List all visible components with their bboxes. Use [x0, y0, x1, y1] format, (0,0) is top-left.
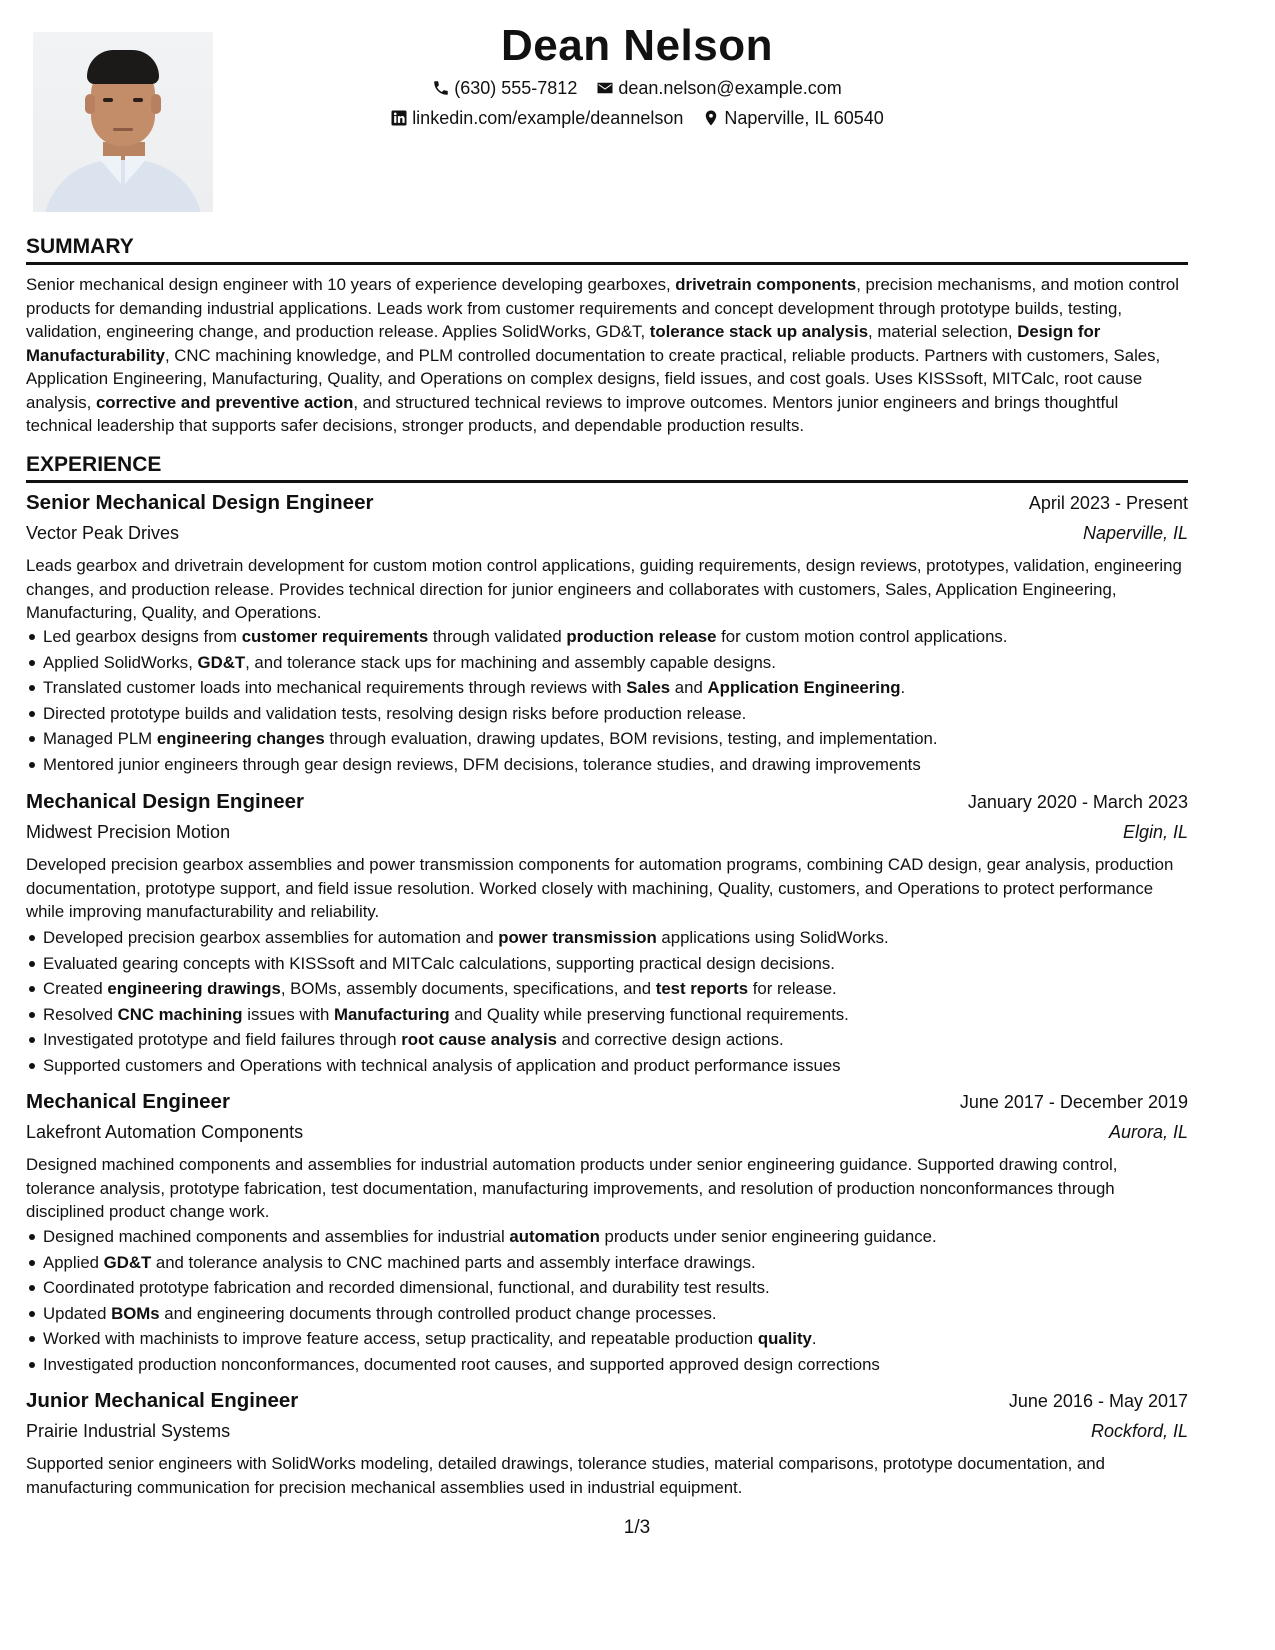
bold-keyword: Sales — [626, 678, 671, 698]
text-run: Evaluated gearing concepts with KISSsoft and MITCalc calculations, supporting practical design decisions. — [43, 953, 835, 973]
job-description: Developed precision gearbox assemblies and power transmission components for automation programs, combining CAD design, gear analysis, production documentation, prototype support, and field issue resolution. Worked closely with machining, Quality, customers, and Operations to protect performance while improving manufacturability and reliability. — [26, 855, 1174, 921]
text-run: applications using SolidWorks. — [656, 928, 889, 947]
text-run: Translated customer loads into mechanical requirements through reviews with — [43, 678, 627, 698]
linkedin-text: linkedin.com/example/deannelson — [412, 108, 684, 128]
resume-header — [26, 0, 1248, 240]
bold-keyword: test reports — [655, 979, 749, 999]
job-description: Designed machined components and assemblies for industrial automation products under senior engineering guidance. Supported drawing control, tolerance analysis, prototype fabrication, test documentation, manufacturing improvements, and resolution of production nonconformances through disciplined product change work. — [26, 1155, 1118, 1221]
summary-heading: SUMMARY — [26, 234, 1188, 265]
job-dates: June 2017 - December 2019 — [959, 1092, 1188, 1112]
map-pin-icon — [702, 109, 720, 127]
text-run: Directed prototype builds and validation tests, resolving design risks before production release. — [43, 703, 747, 723]
job-title: Mechanical Engineer — [26, 1090, 230, 1113]
job-dates: January 2020 - March 2023 — [967, 792, 1188, 812]
bullet-item — [43, 1326, 1205, 1352]
job-location: Elgin, IL — [1122, 822, 1188, 842]
bold-keyword: corrective and preventive action — [95, 392, 354, 412]
text-run: issues with — [242, 1004, 334, 1024]
text-run: and — [670, 678, 708, 698]
text-run: Coordinated prototype fabrication and recorded dimensional, functional, and durability test results. — [43, 1278, 770, 1298]
phone-icon — [432, 79, 450, 97]
bullet-item — [43, 650, 1205, 676]
job-title: Mechanical Design Engineer — [26, 790, 304, 813]
contact-phone[interactable] — [432, 76, 577, 100]
contact-row-1 — [26, 76, 1248, 103]
bullet-item — [43, 1275, 1205, 1301]
text-run: . — [811, 1329, 817, 1349]
text-run: and engineering documents through controlled product change processes. — [159, 1303, 717, 1323]
bold-keyword: tolerance stack up analysis — [649, 322, 869, 341]
bullet-item — [43, 701, 1205, 727]
job-description: Supported senior engineers with SolidWorks modeling, detailed drawings, tolerance studies, material comparisons, prototype documentation, and manufacturing communication for precision mechanical assemblies used in industrial equipment. — [26, 1454, 1105, 1497]
text-run: through validated — [428, 627, 567, 646]
text-run: and Quality while preserving functional requirements. — [449, 1004, 849, 1024]
job-company: Lakefront Automation Components — [26, 1122, 304, 1142]
page-number: 1/3 — [623, 1517, 651, 1538]
text-run: Applied SolidWorks, — [43, 652, 198, 672]
bold-keyword: production release — [566, 627, 717, 646]
bullet-item — [43, 1224, 1205, 1250]
job-company: Midwest Precision Motion — [26, 822, 231, 842]
job-location: Rockford, IL — [1090, 1421, 1188, 1441]
bullet-item — [43, 1352, 1205, 1378]
text-run: , material selection, — [868, 322, 1018, 341]
job-dates: June 2016 - May 2017 — [1008, 1391, 1188, 1411]
bullet-item — [43, 925, 1205, 951]
bullet-item — [43, 1053, 1205, 1079]
job-company: Prairie Industrial Systems — [26, 1421, 231, 1441]
contact-email[interactable] — [596, 76, 841, 100]
bold-keyword: drivetrain components — [675, 275, 857, 294]
resume-page — [26, 0, 1248, 1650]
bullet-item — [43, 976, 1205, 1002]
contact-row-2 — [26, 106, 1248, 133]
job-bullets — [26, 925, 1205, 1079]
text-run: , and tolerance stack ups for machining and assembly capable designs. — [245, 652, 776, 672]
candidate-name: Dean Nelson — [500, 21, 773, 70]
bullet-item — [43, 1301, 1205, 1327]
bullet-item — [43, 1250, 1205, 1276]
bold-keyword: GD&T — [197, 652, 246, 672]
text-run: Investigated prototype and field failures through — [43, 1030, 402, 1050]
bold-keyword: Application Engineering — [707, 678, 901, 698]
bold-keyword: BOMs — [111, 1303, 160, 1323]
phone-text: (630) 555-7812 — [454, 78, 578, 98]
text-run: Developed precision gearbox assemblies for automation and — [43, 928, 499, 947]
text-run: , CNC machining knowledge, and PLM controlled documentation to create practical, reliable products. Partners with customers, Sales, Application Engineering, Manufacturing, Quality, and Operations on complex designs, field issues, and cost goals. Uses KISSsoft, MITCalc, root cause analysis, — [26, 345, 1161, 412]
job-company: Vector Peak Drives — [26, 523, 180, 543]
bullet-item — [43, 624, 1205, 650]
bullet-item — [43, 726, 1205, 752]
bold-keyword: Design for Manufacturability — [26, 322, 1101, 365]
job-bullets — [26, 624, 1205, 778]
contact-location — [702, 106, 883, 130]
text-run: Mentored junior engineers through gear design reviews, DFM decisions, tolerance studies, and drawing improvements — [43, 754, 921, 774]
job-location: Naperville, IL — [1082, 523, 1188, 543]
job-title: Senior Mechanical Design Engineer — [26, 491, 374, 514]
bullet-item — [43, 752, 1205, 778]
text-run: Senior mechanical design engineer with 10 years of experience developing gearboxes, — [26, 275, 676, 294]
text-run: through evaluation, drawing updates, BOM revisions, testing, and implementation. — [324, 729, 938, 749]
job-title: Junior Mechanical Engineer — [26, 1389, 299, 1412]
text-run: Applied — [43, 1252, 104, 1272]
text-run: Created — [43, 979, 108, 999]
text-run: . — [900, 678, 906, 698]
bold-keyword: root cause analysis — [401, 1030, 558, 1050]
bold-keyword: customer requirements — [241, 627, 429, 646]
bold-keyword: GD&T — [103, 1252, 152, 1272]
bullet-item — [43, 1002, 1205, 1028]
text-run: , BOMs, assembly documents, specifications, and — [280, 979, 656, 999]
job-bullets — [26, 1224, 1205, 1378]
text-run: and corrective design actions. — [557, 1030, 784, 1050]
text-run: Managed PLM — [43, 729, 157, 749]
summary-text — [26, 273, 1188, 438]
job-dates: April 2023 - Present — [1028, 493, 1188, 513]
text-run: products under senior engineering guidance. — [599, 1227, 937, 1246]
text-run: Investigated production nonconformances, documented root causes, and supported approved design corrections — [43, 1354, 880, 1374]
bullet-item — [43, 675, 1205, 701]
text-run: , precision mechanisms, and motion control products for demanding industrial applications. Leads work from customer requirements and concept development through prototype builds, testing, validation, engineering change, and production release. Applies SolidWorks, GD&T, — [26, 275, 1179, 341]
text-run: for release. — [748, 979, 837, 999]
bold-keyword: Manufacturing — [333, 1004, 450, 1024]
linkedin-icon — [390, 109, 408, 127]
location-text: Naperville, IL 60540 — [724, 108, 884, 128]
contact-linkedin[interactable] — [390, 106, 683, 130]
text-run: Resolved — [43, 1004, 118, 1024]
bullet-item — [43, 1027, 1205, 1053]
bold-keyword: engineering changes — [156, 729, 325, 749]
text-run: and tolerance analysis to CNC machined parts and assembly interface drawings. — [151, 1252, 756, 1272]
job-description: Leads gearbox and drivetrain development for custom motion control applications, guiding requirements, design reviews, prototypes, validation, engineering changes, and production release. Provides technical direction for junior engineers and collaborates with customers, Sales, Application Engineering, Manufacturing, Quality, and Operations. — [26, 556, 1182, 622]
text-run: Worked with machinists to improve feature access, setup practicality, and repeatable production — [43, 1329, 758, 1349]
text-run: Updated — [43, 1303, 112, 1323]
envelope-icon — [596, 79, 614, 97]
experience-heading: EXPERIENCE — [26, 452, 1188, 483]
bold-keyword: automation — [509, 1227, 600, 1246]
text-run: Supported customers and Operations with technical analysis of application and product performance issues — [43, 1055, 841, 1075]
bold-keyword: CNC machining — [117, 1004, 243, 1024]
bold-keyword: engineering drawings — [107, 979, 281, 999]
text-run: Led gearbox designs from — [43, 627, 242, 646]
text-run: for custom motion control applications. — [716, 627, 1008, 646]
text-run: , and structured technical reviews to improve outcomes. Mentors junior engineers and brings thoughtful technical leadership that supports safer decisions, stronger products, and dependable production results. — [26, 392, 1119, 435]
job-location: Aurora, IL — [1108, 1122, 1188, 1142]
bullet-item — [43, 951, 1205, 977]
text-run: Designed machined components and assemblies for industrial — [43, 1227, 510, 1246]
email-text: dean.nelson@example.com — [618, 78, 842, 98]
bold-keyword: quality — [757, 1329, 812, 1349]
bold-keyword: power transmission — [498, 928, 657, 947]
